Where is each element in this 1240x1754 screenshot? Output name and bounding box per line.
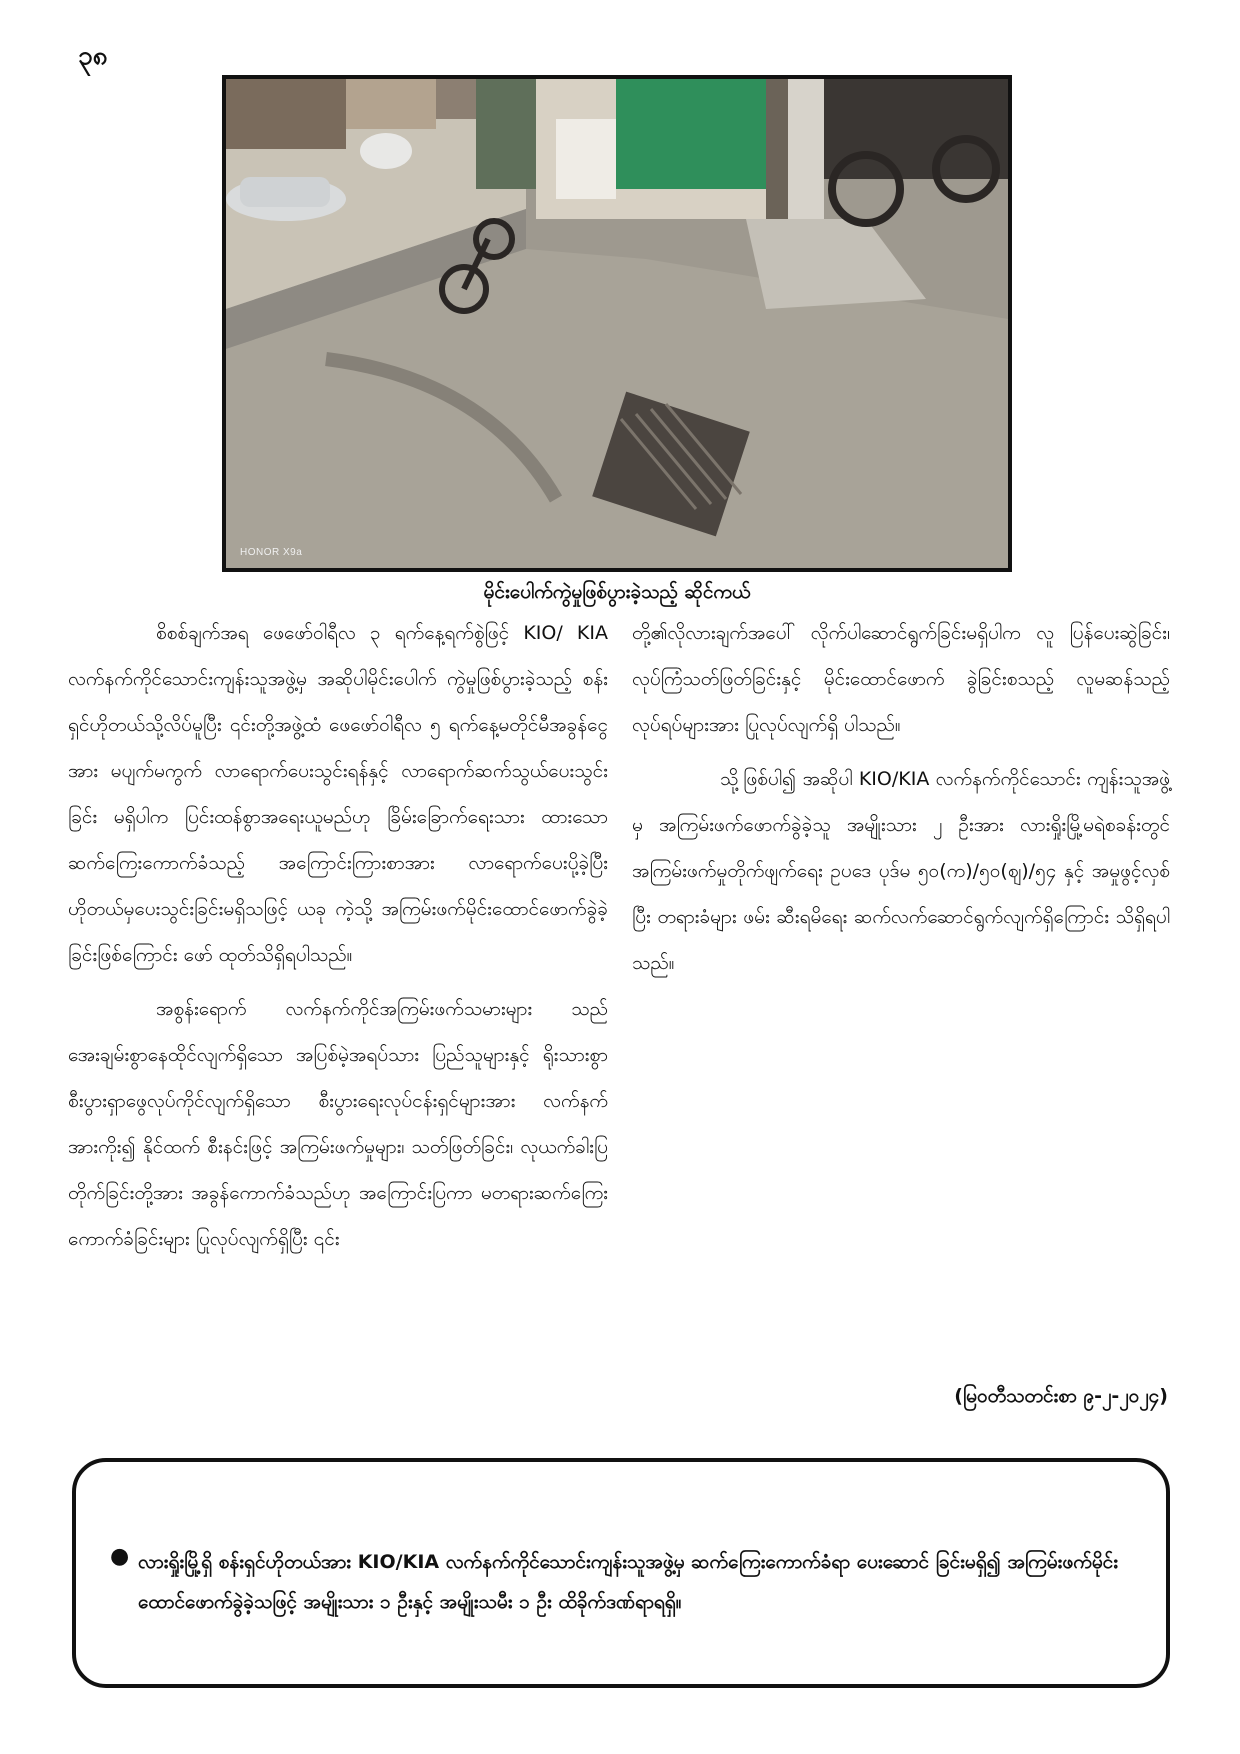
bullet-icon: ● (110, 1544, 130, 1569)
summary-text: လားရှိုးမြို့ရှိ စန်းရှင်ဟိုတယ်အား KIO/KIA လက်နက်ကိုင်သောင်းကျန်းသူအဖွဲ့မှ ဆက်ကြေးကောက်ခံရာ ပေးဆောင် ခြင်းမရှိ၍ အကြမ်းဖက်မိုင်းထောင်ဖောက်ခွဲခဲ့သဖြင့် အမျိုးသား ၁ ဦးနှင့် အမျိုးသမီး ၁ ဦး ထိခိုက်ဒဏ်ရာရရှိ။ (138, 1551, 1119, 1613)
article-paragraph-2-continued: တို့၏လိုလားချက်အပေါ် လိုက်ပါဆောင်ရွက်ခြင်းမရှိပါက လူ ပြန်ပေးဆွဲခြင်း၊ လုပ်ကြံသတ်ဖြတ်ခြင်းနှင့် မိုင်းထောင်ဖောက် ခွဲခြင်းစသည့် လူမဆန်သည့် လုပ်ရပ်များအား ပြုလုပ်လျက်ရှိ ပါသည်။ (632, 622, 1170, 736)
article-paragraph-3: သို့ဖြစ်ပါ၍ အဆိုပါ KIO/KIA လက်နက်ကိုင်သောင်း ကျန်းသူအဖွဲ့မှ အကြမ်းဖက်ဖောက်ခွဲခဲ့သူ အမျိုးသား ၂ ဦးအား လားရှိုးမြို့မရဲစခန်းတွင် အကြမ်းဖက်မှုတိုက်ဖျက်ရေး ဥပဒေ ပုဒ်မ ၅၀(က)/၅၀(ဈ)/၅၄ နှင့် အမှုဖွင့်လှစ်ပြီး တရားခံများ ဖမ်း ဆီးရမိရေး ဆက်လက်ဆောင်ရွက်လျက်ရှိကြောင်း သိရှိရပါ သည်။ (632, 768, 1170, 974)
article-paragraph-2: အစွန်းရောက် လက်နက်ကိုင်အကြမ်းဖက်သမားများ သည် အေးချမ်းစွာနေထိုင်လျက်ရှိသော အပြစ်မဲ့အရပ်သား ပြည်သူများနှင့် ရိုးသားစွာ စီးပွားရှာဖွေလုပ်ကိုင်လျက်ရှိသော စီးပွားရေးလုပ်ငန်းရှင်များအား လက်နက်အားကိုး၍ နိုင်ထက် စီးနင်းဖြင့် အကြမ်းဖက်မှုများ၊ သတ်ဖြတ်ခြင်း၊ လုယက်ခါးပြ တိုက်ခြင်းတို့အား အခွန်ကောက်ခံသည်ဟု အကြောင်းပြကာ မတရားဆက်ကြေးကောက်ခံခြင်းများ ပြုလုပ်လျက်ရှိပြီး ၎င်း (68, 998, 608, 1250)
summary-box (72, 1458, 1170, 1688)
page-number: ၃၈ (78, 41, 108, 71)
article-paragraph-1: စိစစ်ချက်အရ ဖေဖော်ဝါရီလ ၃ ရက်နေ့ရက်စွဲဖြင့် KIO/ KIA လက်နက်ကိုင်သောင်းကျန်းသူအဖွဲ့မှ အဆိုပါမိုင်းပေါက် ကွဲမှုဖြစ်ပွားခဲ့သည့် စန်းရှင်ဟိုတယ်သို့လိပ်မူပြီး ၎င်းတို့အဖွဲ့ထံ ဖေဖော်ဝါရီလ ၅ ရက်နေ့မတိုင်မီအခွန်ငွေအား မပျက်မကွက် လာရောက်ပေးသွင်းရန်နှင့် လာရောက်ဆက်သွယ်ပေးသွင်းခြင်း မရှိပါက ပြင်းထန်စွာအရေးယူမည်ဟု ခြိမ်းခြောက်ရေးသား ထားသော ဆက်ကြေးကောက်ခံသည့် အကြောင်းကြားစာအား လာရောက်ပေးပို့ခဲ့ပြီး ဟိုတယ်မှပေးသွင်းခြင်းမရှိသဖြင့် ယခု ကဲ့သို့ အကြမ်းဖက်မိုင်းထောင်ဖောက်ခွဲခဲ့ခြင်းဖြစ်ကြောင်း ဖော် ထုတ်သိရှိရပါသည်။ (68, 622, 608, 966)
article-left-column (68, 610, 608, 1262)
news-photo (222, 75, 1012, 572)
photo-watermark: HONOR X9a (240, 547, 303, 558)
photo-caption: မိုင်းပေါက်ကွဲမှုဖြစ်ပွားခဲ့သည့် ဆိုင်ကယ် (483, 581, 751, 603)
street-scene-illustration (226, 79, 1008, 568)
article-right-column (632, 610, 1170, 986)
article-source: (မြဝတီသတင်းစာ ၉-၂-၂၀၂၄) (954, 1385, 1168, 1407)
